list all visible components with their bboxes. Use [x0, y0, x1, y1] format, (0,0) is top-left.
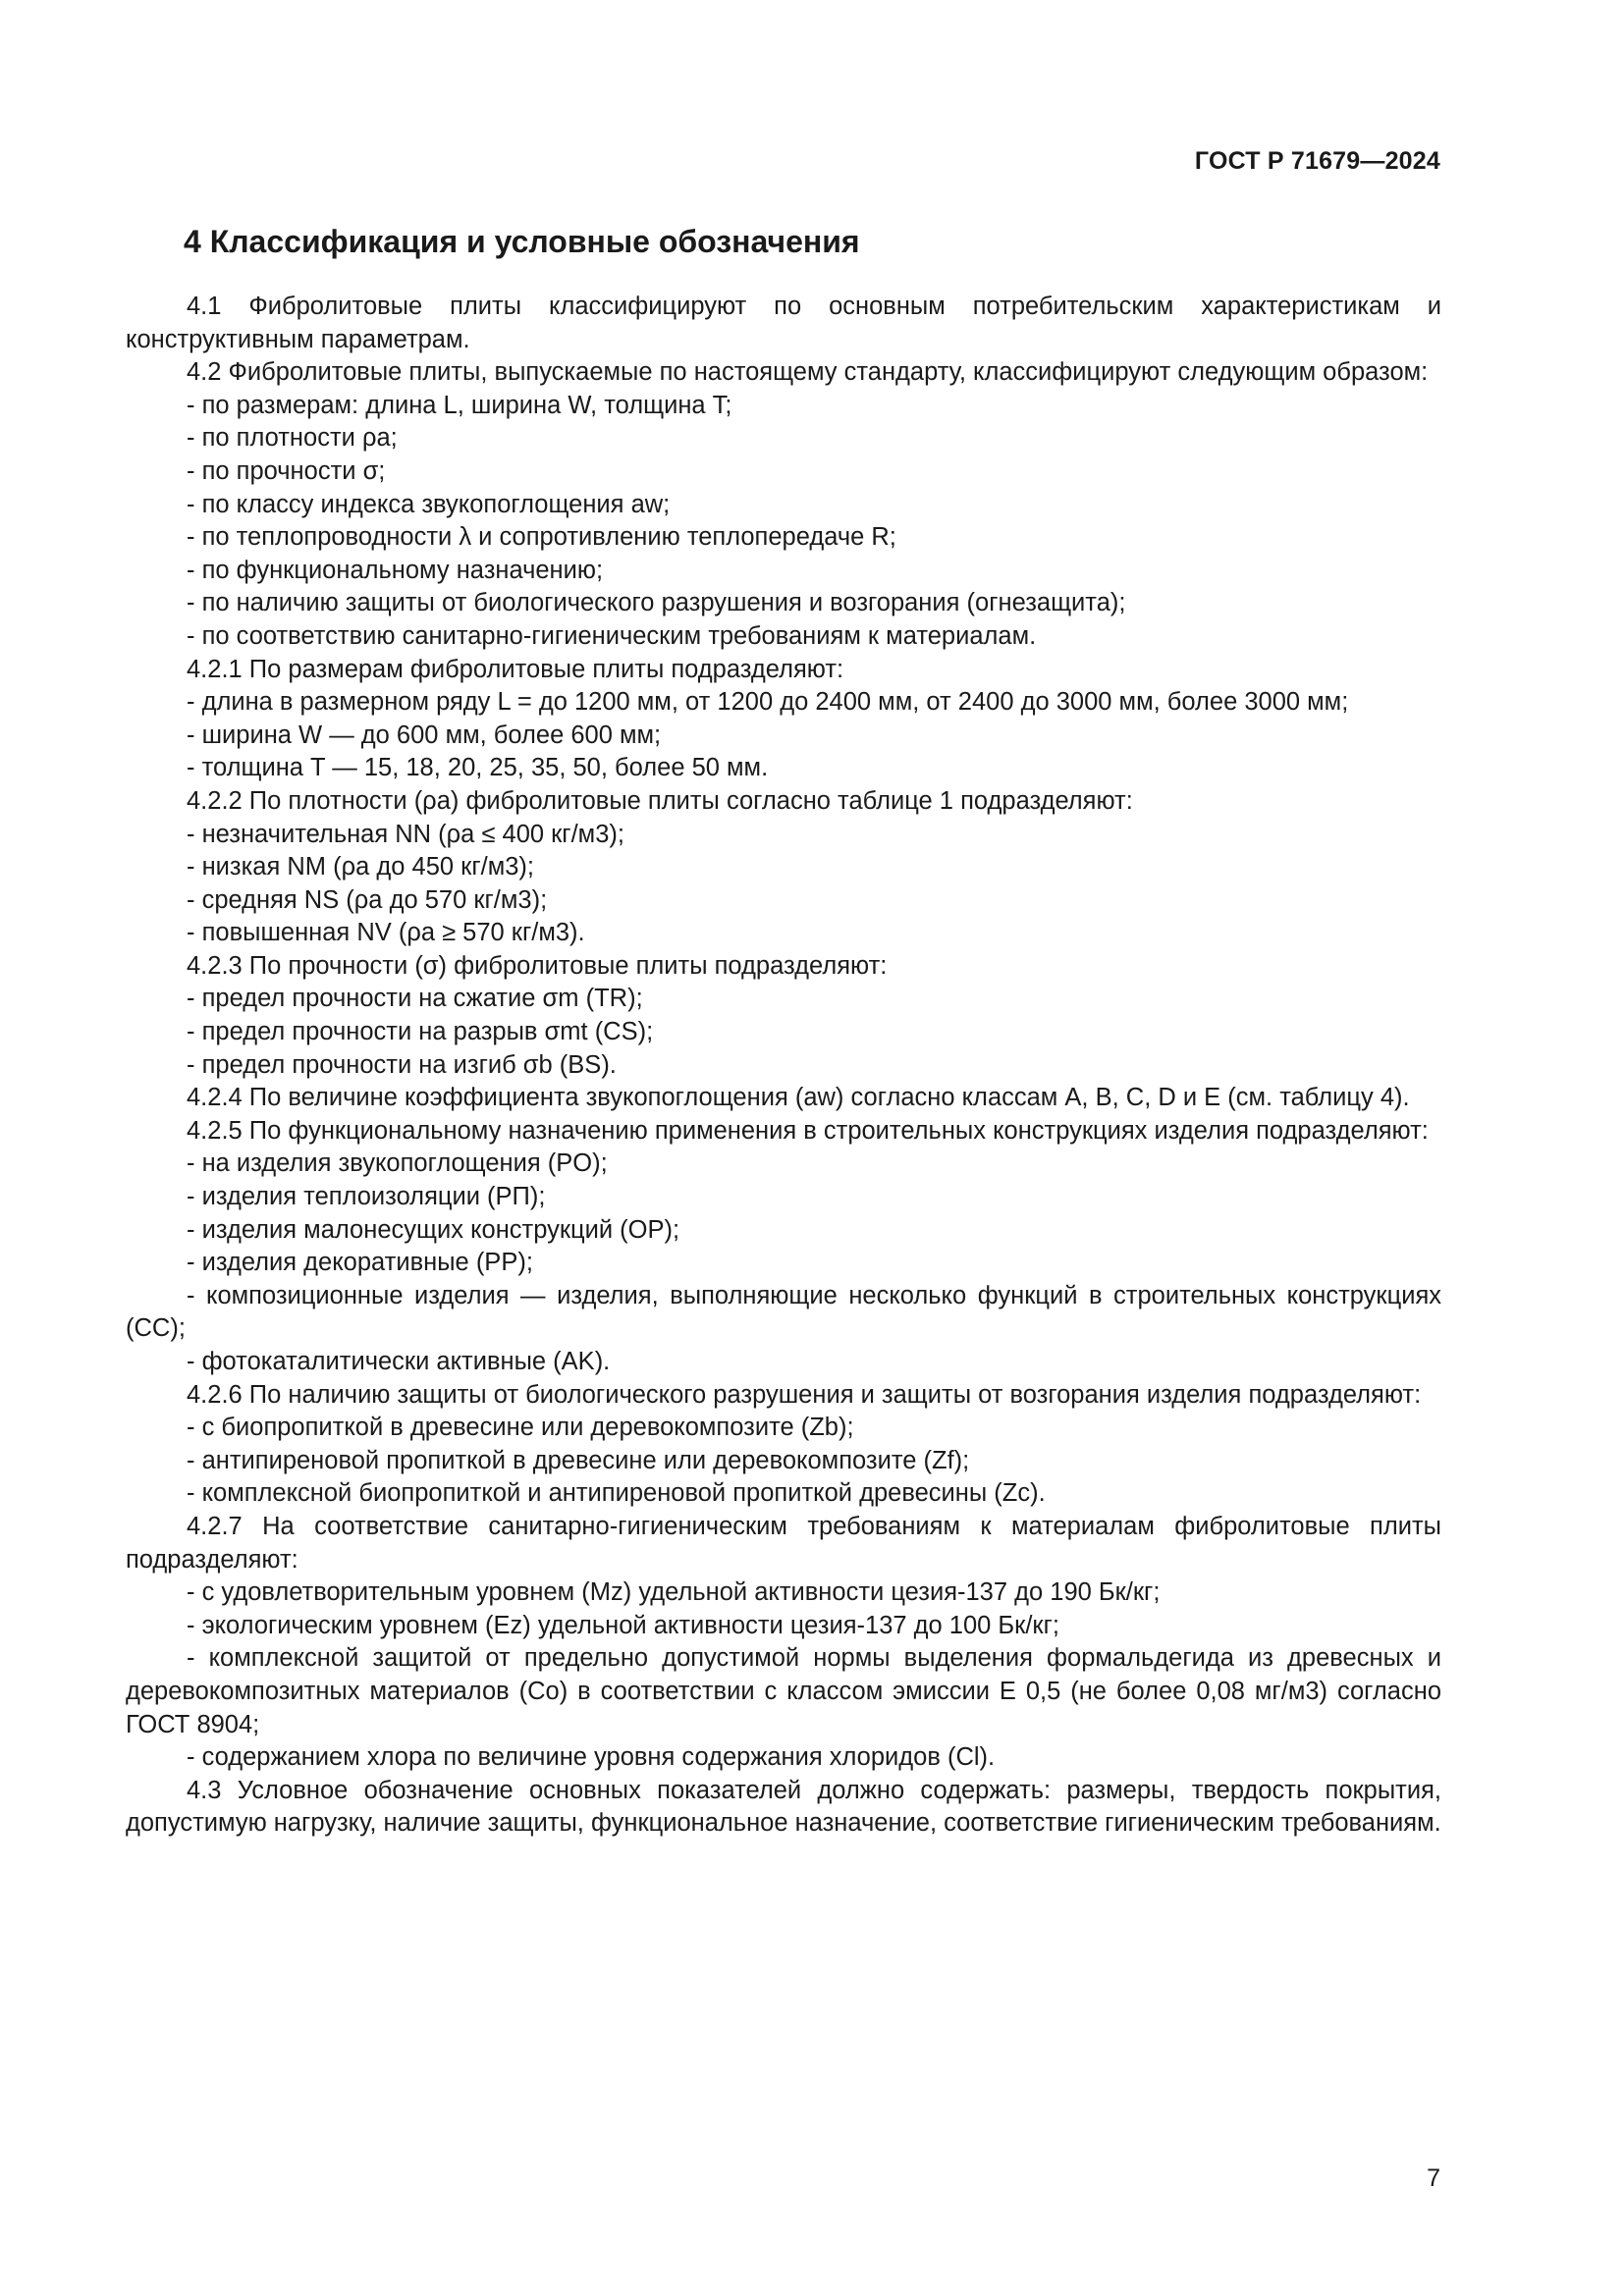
list-item: - содержанием хлора по величине уровня содержания хлоридов (Cl).: [187, 1743, 996, 1772]
list-item: - длина в размерном ряду L = до 1200 мм, от 1200 до 2400 мм, от 2400 до 3000 мм, более 3000 мм;: [187, 688, 1349, 717]
list-item: - изделия теплоизоляции (РП);: [187, 1183, 546, 1211]
list-item: - низкая NM (ρa до 450 кг/м3);: [187, 853, 534, 881]
paragraph: 4.2 Фибролитовые плиты, выпускаемые по настоящему стандарту, классифицируют следующим образом:: [187, 358, 1429, 387]
list-item: - по плотности ρa;: [187, 424, 398, 453]
list-item: - средняя NS (ρa до 570 кг/м3);: [187, 885, 548, 914]
list-item: - изделия малонесущих конструкций (OP);: [187, 1215, 680, 1244]
list-item: - повышенная NV (ρa ≥ 570 кг/м3).: [187, 919, 585, 947]
list-item: - по соответствию санитарно-гигиеническим требованиям к материалам.: [187, 621, 1037, 650]
list-item: - изделия декоративные (PP);: [187, 1249, 533, 1277]
list-item: - толщина T — 15, 18, 20, 25, 35, 50, более 50 мм.: [187, 754, 769, 782]
list-item: - предел прочности на сжатие σm (TR);: [187, 985, 643, 1013]
paragraph: - композиционные изделия — изделия, выполняющие несколько функций в строительных конструкциях (CC);: [126, 1281, 1441, 1343]
section-title: 4 Классификация и условные обозначения: [184, 224, 860, 259]
list-item: - с биопропиткой в древесине или деревокомпозите (Zb);: [187, 1414, 854, 1442]
page-number: 7: [1427, 2164, 1440, 2192]
paragraph: 4.2.3 По прочности (σ) фибролитовые плиты подразделяют:: [187, 951, 888, 980]
list-item: - ширина W — до 600 мм, более 600 мм;: [187, 721, 662, 749]
paragraph: 4.3 Условное обозначение основных показателей должно содержать: размеры, твердость покрытия, допустимую нагрузку, наличие защиты, функциональное назначение, соответствие гигиеническим требованиям.: [126, 1776, 1441, 1838]
list-item: - по наличию защиты от биологического разрушения и возгорания (огнезащита);: [187, 589, 1126, 617]
list-item: - по теплопроводности λ и сопротивлению теплопередаче R;: [187, 523, 896, 552]
section-body: [126, 291, 1441, 1841]
paragraph: 4.2.2 По плотности (ρa) фибролитовые плиты согласно таблице 1 подразделяют:: [187, 786, 1133, 815]
paragraph: - комплексной защитой от предельно допустимой нормы выделения формальдегида из древесных и деревокомпозитных материалов (Co) в соответствии с классом эмиссии E 0,5 (не более 0,08 мг/м3) согласно ГОСТ 8904;: [126, 1644, 1441, 1738]
list-item: - на изделия звукопоглощения (PO);: [187, 1149, 608, 1178]
list-item: - предел прочности на изгиб σb (BS).: [187, 1050, 617, 1079]
list-item: - с удовлетворительным уровнем (Mz) удельной активности цезия-137 до 190 Бк/кг;: [187, 1578, 1161, 1607]
paragraph: 4.2.7 На соответствие санитарно-гигиеническим требованиям к материалам фибролитовые плиты подразделяют:: [126, 1512, 1441, 1574]
paragraph: 4.2.6 По наличию защиты от биологического разрушения и защиты от возгорания изделия подразделяют:: [187, 1380, 1422, 1409]
paragraph: 4.1 Фибролитовые плиты классифицируют по основным потребительским характеристикам и конструктивным параметрам.: [126, 293, 1441, 353]
list-item: - комплексной биопропиткой и антипиреновой пропиткой древесины (Zc).: [187, 1479, 1046, 1508]
paragraph: 4.2.1 По размерам фибролитовые плиты подразделяют:: [187, 655, 844, 683]
list-item: - незначительная NN (ρa ≤ 400 кг/м3);: [187, 820, 624, 848]
paragraph: 4.2.4 По величине коэффициента звукопоглощения (aw) согласно классам A, B, C, D и E (см. таблицу 4).: [187, 1084, 1410, 1112]
list-item: - по прочности σ;: [187, 456, 386, 485]
list-item: - антипиреновой пропиткой в древесине или деревокомпозите (Zf);: [187, 1446, 970, 1474]
list-item: - фотокаталитически активные (AK).: [187, 1348, 611, 1375]
list-item: - по классу индекса звукопоглощения aw;: [187, 490, 671, 518]
list-item: - предел прочности на разрыв σmt (CS);: [187, 1018, 654, 1046]
paragraph: 4.2.5 По функциональному назначению применения в строительных конструкциях изделия подразделяют:: [187, 1116, 1429, 1145]
list-item: - по функциональному назначению;: [187, 556, 604, 584]
list-item: - экологическим уровнем (Ez) удельной активности цезия-137 до 100 Бк/кг;: [187, 1611, 1059, 1639]
list-item: - по размерам: длина L, ширина W, толщина T;: [187, 391, 732, 419]
document-code-header: ГОСТ Р 71679—2024: [1194, 147, 1440, 175]
